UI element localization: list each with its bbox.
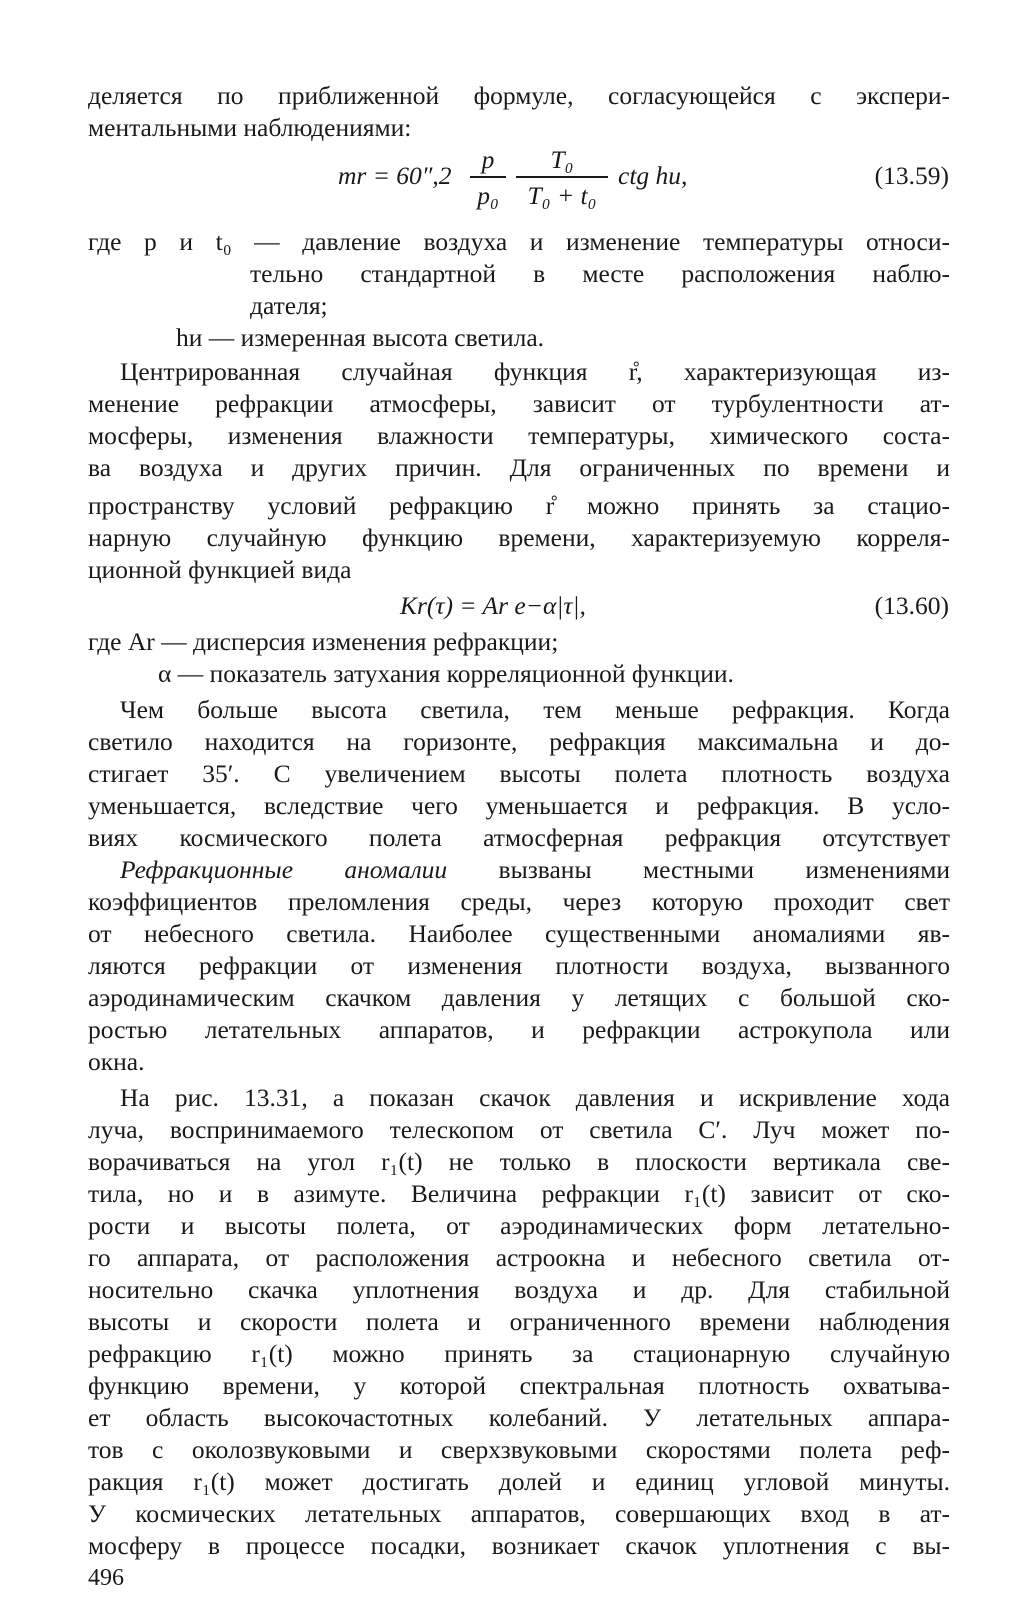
- text-line: ментальными наблюдениями:: [88, 113, 412, 142]
- italic-term: Рефракционные аномалии: [120, 855, 448, 884]
- equation-number: (13.60): [874, 591, 949, 620]
- text-line: где p и t₀ — давление воздуха и изменение температуры относи-: [88, 227, 950, 256]
- text-line: ляются рефракции от изменения плотности воздуха, вызванного: [88, 951, 950, 980]
- text-line: hи — измеренная высота светила.: [176, 323, 545, 352]
- fraction-1-bar: [470, 176, 506, 178]
- text-line: высоты и скорости полета и ограниченного времени наблюдения: [88, 1307, 950, 1336]
- text-line: деляется по приближенной формуле, согласующейся с экспери-: [88, 81, 950, 110]
- text-line: луча, воспринимаемого телескопом от светила C′. Луч может по-: [88, 1115, 950, 1144]
- fraction-1-denominator: p₀: [477, 181, 499, 210]
- equation-number: (13.59): [874, 161, 949, 190]
- text-line: дателя;: [250, 291, 328, 320]
- text-line: рости и высоты полета, от аэродинамических форм летательно-: [88, 1211, 950, 1240]
- text-line: ционной функцией вида: [88, 555, 352, 584]
- text-line: тов с околозвуковыми и сверхзвуковыми скоростями полета реф-: [88, 1435, 950, 1464]
- text-line: ет область высокочастотных колебаний. У летательных аппара-: [88, 1403, 950, 1432]
- text-line: тельно стандартной в месте расположения наблю-: [250, 259, 950, 288]
- text-line: пространству условий рефракцию r̊ можно принять за стацио-: [88, 491, 950, 520]
- text-line: уменьшается, вследствие чего уменьшается и рефракция. В усло-: [88, 791, 950, 820]
- text-line: светило находится на горизонте, рефракция максимальна и до-: [88, 727, 950, 756]
- text-line: [120, 854, 950, 886]
- text-line: коэффициентов преломления среды, через которую проходит свет: [88, 887, 950, 916]
- text-line: Центрированная случайная функция r̊, характеризующая из-: [120, 357, 950, 386]
- text-line: нарную случайную функцию времени, характеризуемую корреля-: [88, 523, 950, 552]
- text-line: мосферы, изменения влажности температуры, химического соста-: [88, 421, 950, 450]
- text-line: менение рефракции атмосферы, зависит от турбулентности ат-: [88, 389, 950, 418]
- fraction-2-denominator: T₀ + t₀: [527, 181, 597, 210]
- text-line: ракция r₁(t) может достигать долей и единиц угловой минуты.: [88, 1467, 950, 1496]
- text-line: носительно скачка уплотнения воздуха и др. Для стабильной: [88, 1275, 950, 1304]
- text-line: ворачиваться на угол r₁(t) не только в плоскости вертикала све-: [88, 1147, 950, 1176]
- eq-body: Kr(τ) = Ar e−α|τ|,: [400, 591, 586, 620]
- text-line: α — показатель затухания корреляционной функции.: [158, 659, 734, 688]
- fraction-2-bar: [516, 176, 608, 178]
- text-line: Чем больше высота светила, тем меньше рефракция. Когда: [120, 695, 950, 724]
- eq-lhs: mr = 60″,2: [338, 161, 452, 190]
- text-line: ростью летательных аппаратов, и рефракции астрокупола или: [88, 1015, 950, 1044]
- fraction-1-numerator: p: [481, 145, 495, 174]
- text-line: от небесного светила. Наиболее существенными аномалиями яв-: [88, 919, 950, 948]
- text-line: го аппарата, от расположения астроокна и небесного светила от-: [88, 1243, 950, 1272]
- text-line: У космических летательных аппаратов, совершающих вход в ат-: [88, 1499, 950, 1528]
- text-line: На рис. 13.31, а показан скачок давления и искривление хода: [120, 1083, 950, 1112]
- text-line: ва воздуха и других причин. Для ограниченных по времени и: [88, 453, 950, 482]
- text-line: окна.: [88, 1047, 145, 1076]
- text-line: виях космического полета атмосферная рефракция отсутствует: [88, 823, 950, 852]
- text-line: тила, но и в азимуте. Величина рефракции r₁(t) зависит от ско-: [88, 1179, 950, 1208]
- text-line: аэродинамическим скачком давления у летящих с большой ско-: [88, 983, 950, 1012]
- text-line: где Ar — дисперсия изменения рефракции;: [88, 627, 559, 656]
- text-line: мосферу в процессе посадки, возникает скачок уплотнения с вы-: [88, 1531, 950, 1560]
- fraction-2-numerator: T₀: [550, 145, 574, 174]
- text-fragment: вызваны местными изменениями: [447, 855, 950, 884]
- page-number: 496: [88, 1565, 124, 1591]
- eq-tail: ctg hи,: [618, 161, 688, 190]
- text-line: функцию времени, у которой спектральная плотность охватыва-: [88, 1371, 950, 1400]
- text-line: стигает 35′. С увеличением высоты полета плотность воздуха: [88, 759, 950, 788]
- text-line: рефракцию r₁(t) можно принять за стационарную случайную: [88, 1339, 950, 1368]
